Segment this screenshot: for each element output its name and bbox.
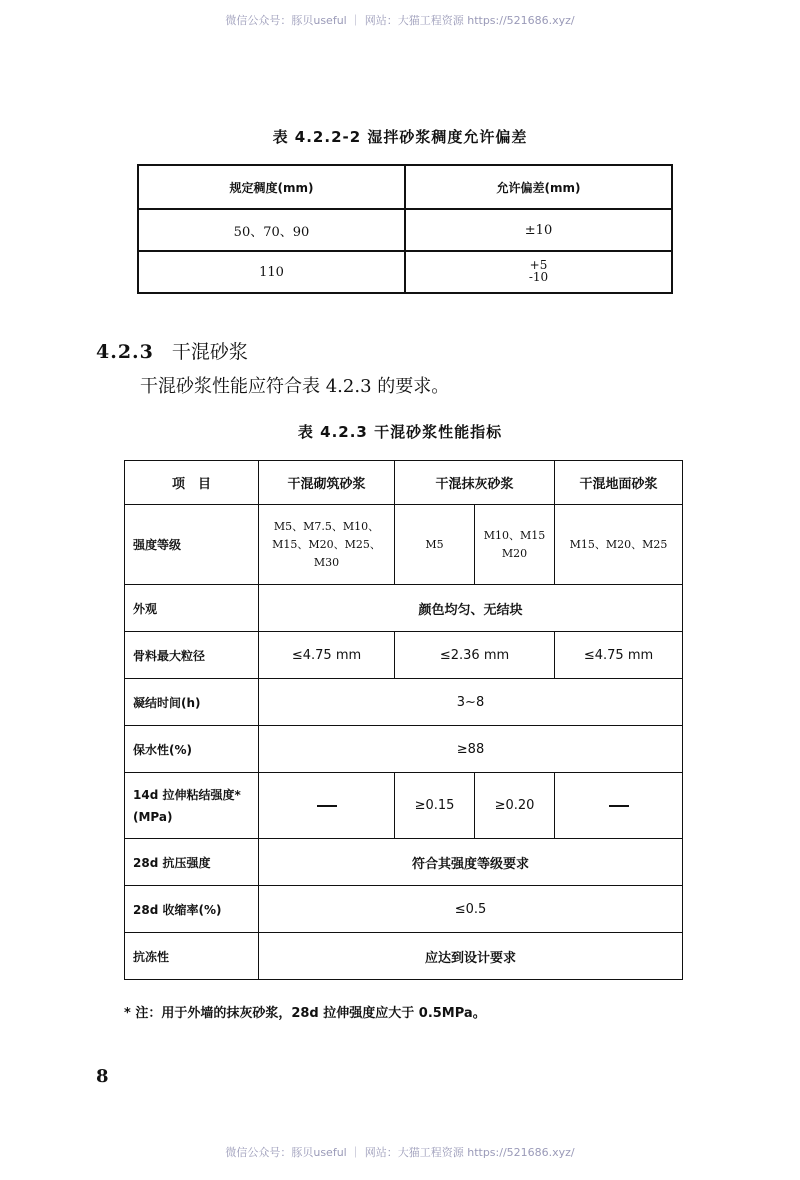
dash-mark: [609, 805, 629, 807]
table1-cell-tolerance: [405, 251, 672, 293]
cell-plaster-aggregate: ≤2.36 mm: [395, 632, 555, 679]
cell-ground-aggregate: ≤4.75 mm: [555, 632, 683, 679]
tolerance-minus: -10: [528, 270, 549, 284]
page-number: 8: [96, 1066, 109, 1087]
row-label-aggregate: 骨料最大粒径: [125, 632, 259, 679]
table-footnote: * 注：用于外墙的抹灰砂浆，28d 拉伸强度应大于 0.5MPa。: [124, 1006, 486, 1021]
row-label-setting: 凝结时间(h): [125, 679, 259, 726]
row-label-water: 保水性(%): [125, 726, 259, 773]
cell-appearance: 颜色均匀、无结块: [259, 585, 683, 632]
row-label-strength: 强度等级: [125, 505, 259, 585]
tolerance-plus: +5: [529, 258, 548, 272]
cell-plaster-strength-a: M5: [395, 505, 475, 585]
row-label-frost: 抗冻性: [125, 933, 259, 980]
table1-header-spec: 规定稠度(mm): [138, 165, 405, 209]
dash-mark: [317, 805, 337, 807]
body-paragraph: 干混砂浆性能应符合表 4.2.3 的要求。: [140, 376, 450, 397]
cell-ground-strength: M15、M20、M25: [555, 505, 683, 585]
header-item: 项 目: [125, 461, 259, 505]
watermark-bottom: 微信公众号：豚贝useful ｜ 网站：大猫工程资源 https://521686.xyz/: [225, 1146, 575, 1159]
table1-cell-spec: 50、70、90: [138, 209, 405, 251]
section-title: 干混砂浆: [171, 341, 248, 363]
tolerance-stack: [529, 259, 548, 283]
table1-header-tolerance: 允许偏差(mm): [405, 165, 672, 209]
row-label-tensile: 14d 拉伸粘结强度* (MPa): [125, 773, 259, 839]
table2-caption: 表 4.2.3 干混砂浆性能指标: [297, 423, 503, 441]
cell-ground-tensile: [555, 773, 683, 839]
table1-cell-spec: 110: [138, 251, 405, 293]
watermark-top: 微信公众号：豚贝useful ｜ 网站：大猫工程资源 https://521686.xyz/: [225, 14, 575, 27]
header-masonry: 干混砌筑砂浆: [259, 461, 395, 505]
cell-plaster-strength-b: M10、M15 M20: [475, 505, 555, 585]
dry-mortar-performance-table: [124, 460, 683, 980]
row-label-compressive: 28d 抗压强度: [125, 839, 259, 886]
cell-masonry-strength: M5、M7.5、M10、M15、M20、M25、M30: [259, 505, 395, 585]
cell-masonry-aggregate: ≤4.75 mm: [259, 632, 395, 679]
cell-water: ≥88: [259, 726, 683, 773]
consistency-tolerance-table: [137, 164, 673, 294]
section-heading: [96, 337, 248, 364]
cell-masonry-tensile: [259, 773, 395, 839]
cell-plaster-tensile-a: ≥0.15: [395, 773, 475, 839]
row-label-shrinkage: 28d 收缩率(%): [125, 886, 259, 933]
cell-compressive: 符合其强度等级要求: [259, 839, 683, 886]
header-plaster: 干混抹灰砂浆: [395, 461, 555, 505]
cell-setting: 3~8: [259, 679, 683, 726]
table1-cell-tolerance: ±10: [405, 209, 672, 251]
cell-frost: 应达到设计要求: [259, 933, 683, 980]
table1-caption: 表 4.2.2-2 湿拌砂浆稠度允许偏差: [272, 128, 528, 146]
section-number: 4.2.3: [96, 341, 154, 363]
cell-shrinkage: ≤0.5: [259, 886, 683, 933]
cell-plaster-tensile-b: ≥0.20: [475, 773, 555, 839]
row-label-appearance: 外观: [125, 585, 259, 632]
header-ground: 干混地面砂浆: [555, 461, 683, 505]
